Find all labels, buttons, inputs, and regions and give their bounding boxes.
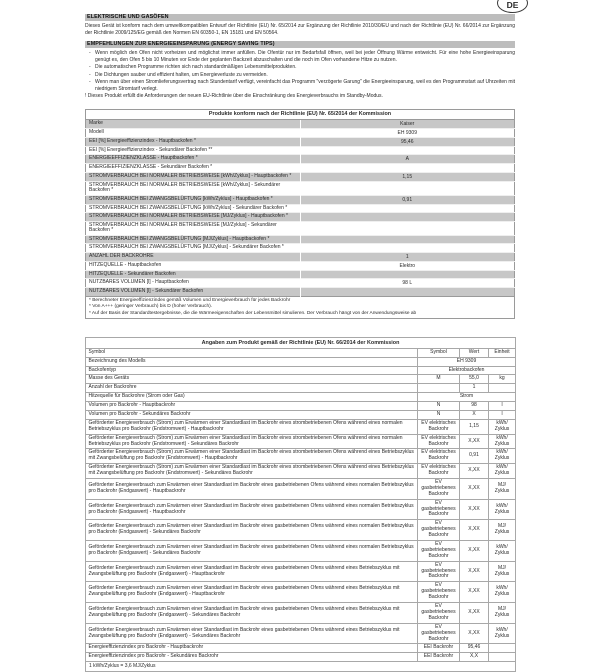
table2-row-symbol: M [418,375,460,384]
table1-row [86,181,515,195]
table1-row-label: Modell [89,128,104,135]
table1-row-value [300,181,515,195]
table2-row-span-value: Strom [418,393,516,402]
table1-footnotes-row [86,296,515,319]
table1-footnote: * Von A+++ (geringer Verbrauch) bis D (hoher Verbrauch). [89,304,213,310]
table2-row [86,623,516,644]
table2-row-value: X,XX [460,623,489,644]
table2-row-unit: kWh/ Zyklus [489,582,516,603]
table2-row-unit: MJ/ Zyklus [489,479,516,500]
table1-row-label: ENERGIEEFFIZIENZKLASSE - Hauptbackofen * [89,155,198,162]
table2-row-value: 1,15 [460,419,489,434]
table2-row-value: X,XX [460,520,489,541]
table1-row-label: STROMVERBRAUCH BEI NORMALER BETRIEBSWEISE [MJ/Zyklus] - Sekundärer Backofen * [89,221,277,234]
language-badge [497,0,528,13]
table2-row-description: Backofentyp [86,366,418,375]
table2-row [86,479,516,500]
table2-row-description: Bezeichnung des Modells [86,357,418,366]
table2-row-description: Anzahl der Backrohre [86,384,418,393]
table2-row-symbol [418,384,460,393]
table2-row [86,561,516,582]
table2-row-description: Geförderter Energieverbrauch zum Erwärmen einer Standardlast im Backrohr eines gasbetriebenen Ofens während eines normalen Betriebszyklus pro Backrohr (Endgaswert) - Hauptbackrohr [86,499,418,520]
table1-row [86,137,515,146]
table2-row-description: Energieeffizienzindex pro Backrohr - Hauptbackrohr [86,644,418,653]
table1-row-label: Marke [89,119,103,126]
table2-title: Angaben zum Produkt gemäß der Richtlinie (EU) Nr. 66/2014 der Kommission [86,338,516,348]
table2-row-unit [489,384,516,393]
table2-row-value: X,X [460,653,489,662]
table2-row-symbol: EV gasbetriebenes Backrohr [418,520,460,541]
table2-row-value: 95,46 [460,644,489,653]
table2-row-symbol: EV gasbetriebenes Backrohr [418,561,460,582]
table2-row-description: Geförderter Energieverbrauch zum Erwärmen einer Standardlast im Backrohr eines gasbetriebenen Ofens während eines normalen Betriebszyklus pro Backrohr (Endgaswert) - Sekundäres Backrohr [86,520,418,541]
table1-row [86,252,515,261]
column-header-unit: Einheit [489,348,516,357]
table1-row-value [300,204,515,213]
table2-row-description: Geförderter Energieverbrauch zum Erwärmen einer Standardlast im Backrohr eines gasbetriebenen Ofens während eines Betriebszyklus mit Zwangsbelüftung pro Backrohr (Endgaswert) - Hauptbackrohr [86,582,418,603]
table1-row-label: EEI [%] Energieeffizienzindex - Hauptbackofen * [89,137,196,144]
table1-row [86,270,515,279]
table1-row-label: STROMVERBRAUCH BEI ZWANGSBELÜFTUNG [kWh/Zyklus] - Sekundärer Backofen * [89,204,288,211]
table1-row-value: Elektro [300,261,515,270]
table1-row [86,172,515,181]
table2-row-symbol: EV gasbetriebenes Backrohr [418,603,460,624]
table1-row-label: NUTZBARES VOLUMEN [l] - Hauptbackofen [89,279,189,286]
table1-row-value [300,244,515,253]
table1-row-value [300,270,515,279]
table2-row [86,384,516,393]
table2-row [86,520,516,541]
table1-row-label: STROMVERBRAUCH BEI ZWANGSBELÜFTUNG [MJ/Zyklus] - Sekundärer Backofen * [89,244,284,251]
table2-row-unit: kWh/ Zyklus [489,499,516,520]
table2-row-value: X,XX [460,434,489,449]
table2-row-description: Geförderter Energieverbrauch (Strom) zum Erwärmen einer Standardlast im Backrohr eines strombetriebenen Ofens während eines normalen Betriebszyklus pro Backrohr (Endstromwert) - Hauptbackrohr [86,419,418,434]
table2-row-unit: MJ/ Zyklus [489,603,516,624]
table2-row-value: 55,0 [460,375,489,384]
table1-row [86,288,515,297]
table2-row-description: Volumen pro Backrohr - Hauptbackrohr [86,402,418,411]
table2-row-symbol: EEI Backrohr [418,653,460,662]
table1-row-label: ANZAHL DER BACKROHRE [89,252,154,259]
table1-row [86,235,515,244]
table2-row-unit: kWh/ Zyklus [489,623,516,644]
table2-row [86,419,516,434]
table1-row-label: STROMVERBRAUCH BEI ZWANGSBELÜFTUNG [MJ/Zyklus] - Hauptbackofen * [89,235,270,242]
table2-row-value: X,XX [460,464,489,479]
table2-row-description: Geförderter Energieverbrauch zum Erwärmen einer Standardlast im Backrohr eines gasbetriebenen Ofens während eines normalen Betriebszyklus pro Backrohr (Endgaswert) - Sekundäres Backrohr [86,541,418,562]
table1-row [86,146,515,155]
table2-row [86,541,516,562]
table-regulation-66-2014 [85,337,516,672]
table1-row [86,155,515,164]
table2-row-symbol: EV elektrisches Backrohr [418,434,460,449]
table2-row [86,644,516,653]
table2-row-span-value: EH 9309 [418,357,516,366]
table2-row [86,582,516,603]
table2-row-symbol: EV gasbetriebenes Backrohr [418,541,460,562]
column-header-symbol: Symbol [418,348,460,357]
table2-row-unit [489,653,516,662]
section-header-energy-saving-tips: EMPFEHLUNGEN ZUR ENERGIEEINSPARUNG (ENERGY SAVING TIPS) [85,41,515,48]
page-content [85,14,515,672]
table2-row [86,464,516,479]
table1-row-value: 1 [300,252,515,261]
standby-note: ! Dieses Produkt erfüllt die Anforderungen der neuen EU-Richtlinie über die Einschränkung des Energieverbrauchs im Standby-Modus. [85,93,383,100]
table1-row-label: EEI [%] Energieeffizienzindex - Sekundärer Backofen ** [89,146,213,153]
table1-row [86,213,515,222]
table2-row-value: X,XX [460,561,489,582]
table2-row-symbol: N [418,411,460,420]
table2-row-unit: kWh/ Zyklus [489,464,516,479]
table1-row-value: 1,15 [300,172,515,181]
table2-row-symbol: N [418,402,460,411]
table2-conversion-note: 1 kWh/Zyklus = 3,6 MJ/Zyklus [86,662,516,672]
table1-row-label: ENERGIEEFFIZIENZKLASSE - Sekundärer Backofen * [89,164,213,171]
energy-tip-item: - Wenn man über einen Stromlieferungsvertrag nach Stundentarif verfügt, vereinfacht das Programm "verzögerte Garung" die Energieeinsparung, weil es den Programmstart auf Uhrzeiten mit niedrigem Stromtarif verlegt. [95,79,515,92]
table1-row [86,164,515,173]
table1-row-value: A [300,155,515,164]
table2-row [86,411,516,420]
table1-title: Produkte konform nach der Richtlinie (EU) Nr. 65/2014 der Kommission [86,109,515,119]
table2-row [86,603,516,624]
table1-row-label: STROMVERBRAUCH BEI NORMALER BETRIEBSWEISE [kWh/Zyklus] - Hauptbackofen * [89,172,292,179]
table2-row [86,434,516,449]
table2-row-description: Geförderter Energieverbrauch zum Erwärmen einer Standardlast im Backrohr eines gasbetriebenen Ofens während eines Betriebszyklus mit Zwangsbelüftung pro Backrohr (Endgaswert) - Sekundäres Backrohr [86,603,418,624]
table1-row-value [300,164,515,173]
table2-row [86,499,516,520]
table2-row-value: X,XX [460,479,489,500]
table2-row-unit: kWh/ Zyklus [489,419,516,434]
table2-row-unit: kg [489,375,516,384]
table1-row-label: HITZEQUELLE - Hauptbackofen [89,261,162,268]
table2-row [86,449,516,464]
table1-row-value: 0,91 [300,195,515,204]
table1-footnotes [86,296,515,319]
table2-row-unit: l [489,402,516,411]
table2-row-symbol: EV elektrisches Backrohr [418,449,460,464]
table2-title-row [86,338,516,348]
table2-row-unit: MJ/ Zyklus [489,520,516,541]
table2-header-row [86,348,516,357]
conformity-paragraph: Dieses Gerät ist konform nach dem umweltkompatiblen Entwurf der Richtlinie (EU) Nr. 65/2014 zur Ergänzung der Richtlinie 2010/30/EU und nach der Richtlinie (EU) Nr. 66/2014 zur Ergänzung der Richtlinie 2009/125/EG gemäß den Normen EN 60350-1, EN 15181 und EN 50564. [85,23,515,36]
table1-row-value [300,213,515,222]
table1-row [86,279,515,288]
table2-row [86,402,516,411]
table1-title-row [86,109,515,119]
table2-row-value: 98 [460,402,489,411]
table2-row-description: Volumen pro Backrohr - Sekundäres Backrohr [86,411,418,420]
table1-row [86,261,515,270]
table2-row-description: Geförderter Energieverbrauch zum Erwärmen einer Standardlast im Backrohr eines gasbetriebenen Ofens während eines Betriebszyklus mit Zwangsbelüftung pro Backrohr (Endgaswert) - Sekundäres Backrohr [86,623,418,644]
table2-row-value: 1 [460,384,489,393]
energy-tips-list [85,50,515,92]
table2-row-value: X,XX [460,499,489,520]
table2-row [86,653,516,662]
table2-row [86,375,516,384]
table1-row-value [300,288,515,297]
table1-row [86,204,515,213]
table2-row-description: Hitzequelle für Backrohre (Strom oder Gas) [86,393,418,402]
table2-row-value: X,XX [460,541,489,562]
table1-row-value: EH 9309 [300,128,515,137]
table2-row-unit: l [489,411,516,420]
table2-row [86,357,516,366]
table2-row-value: 0,91 [460,449,489,464]
table2-row-unit: MJ/ Zyklus [489,561,516,582]
table1-row-value: Kaiser [300,119,515,128]
energy-tip-item: - Wenn möglich den Ofen nicht vorheizen und möglichst immer anfüllen. Die Ofentür nur im Bedarfsfall öffnen, weil bei jeder Öffnung Wärme entweicht. Für eine hohe Energieeinsparung genügt es, den Ofen 5 bis 10 Minuten vor Ende der geplanten Backzeit abzuschalten und die noch im Ofen vorhandene Hitze zu nutzen. [95,50,515,63]
table2-row-span-value: Elektrobackofen [418,366,516,375]
table2-row [86,393,516,402]
table1-footnote: * Berechneter Energieeffizienzindex gemäß Volumen und Energieverbrauch für jedes Backrohr [89,298,291,304]
table1-row [86,119,515,128]
table1-row-value [300,221,515,235]
table2-footer-row [86,662,516,672]
table2-row-symbol: EV gasbetriebenes Backrohr [418,499,460,520]
table2-row-description: Energieeffizienzindex pro Backrohr - Sekundäres Backrohr [86,653,418,662]
table1-row [86,244,515,253]
table2-row-description: Geförderter Energieverbrauch (Strom) zum Erwärmen einer Standardlast im Backrohr eines strombetriebenen Ofens während eines normalen Betriebszyklus pro Backrohr (Endstromwert) - Sekundäres Backrohr [86,434,418,449]
column-header-value: Wert [460,348,489,357]
table2-row-symbol: EV gasbetriebenes Backrohr [418,479,460,500]
table2-row-symbol: EV elektrisches Backrohr [418,464,460,479]
table1-row [86,221,515,235]
section-header-electric-gas-ovens: ELEKTRISCHE UND GASÖFEN [85,14,515,21]
table2-row-value: X,XX [460,603,489,624]
table2-row-value: X,XX [460,582,489,603]
energy-tip-item: - Die Dichtungen sauber und effizient halten, um Energieverluste zu vermeiden. [95,72,515,79]
table1-row-label: STROMVERBRAUCH BEI NORMALER BETRIEBSWEISE [MJ/Zyklus] - Hauptbackofen * [89,213,288,220]
table1-row-value: 95,46 [300,137,515,146]
table2-row-description: Masse des Geräts [86,375,418,384]
table1-row-value [300,235,515,244]
table2-row-unit: kWh/ Zyklus [489,434,516,449]
language-badge-label: DE [506,0,519,10]
table2-row-description: Geförderter Energieverbrauch zum Erwärmen einer Standardlast im Backrohr eines gasbetriebenen Ofens während eines Betriebszyklus mit Zwangsbelüftung pro Backrohr (Endgaswert) - Hauptbackrohr [86,561,418,582]
table2-row-unit [489,644,516,653]
column-header-description: Symbol [86,348,418,357]
table1-row-label: HITZEQUELLE - Sekundärer Backofen [89,270,176,277]
table1-row [86,128,515,137]
table1-row-value: 98 L [300,279,515,288]
table1-row-label: STROMVERBRAUCH BEI ZWANGSBELÜFTUNG [kWh/Zyklus] - Hauptbackofen * [89,195,273,202]
table2-row [86,366,516,375]
energy-tip-item: - Die automatischen Programme richten sich nach standardmäßigen Lebensmittelprodukten. [95,64,515,71]
table2-row-symbol: EV gasbetriebenes Backrohr [418,623,460,644]
table2-row-unit: kWh/ Zyklus [489,541,516,562]
table2-row-description: Geförderter Energieverbrauch (Strom) zum Erwärmen einer Standardlast im Backrohr eines strombetriebenen Ofens während eines Betriebszyklus mit Zwangsbelüftung pro Backrohr (Endstromwert) - Hauptbackrohr [86,449,418,464]
table2-row-symbol: EV gasbetriebenes Backrohr [418,582,460,603]
table1-row [86,195,515,204]
table1-row-value [300,146,515,155]
table1-footnote: * Auf der Basis der Standardtestergebnisse, die die Wärmeeigenschaften der Lebensmittel simulieren. Der Verbrauch hängt von der Anwendungsweise ab [89,310,417,316]
table2-row-unit: kWh/ Zyklus [489,449,516,464]
table1-row-label: STROMVERBRAUCH BEI NORMALER BETRIEBSWEISE [kWh/Zyklus] - Sekundärer Backofen * [89,181,281,194]
table2-row-value: X [460,411,489,420]
table-regulation-65-2014 [85,109,515,320]
table2-row-symbol: EEI Backrohr [418,644,460,653]
table2-row-description: Geförderter Energieverbrauch (Strom) zum Erwärmen einer Standardlast im Backrohr eines strombetriebenen Ofens während eines Betriebszyklus mit Zwangsbelüftung pro Backrohr (Endstromwert) - Sekundäres Backrohr [86,464,418,479]
table2-row-description: Geförderter Energieverbrauch zum Erwärmen einer Standardlast im Backrohr eines gasbetriebenen Ofens während eines normalen Betriebszyklus pro Backrohr (Endgaswert) - Hauptbackrohr [86,479,418,500]
table1-row-label: NUTZBARES VOLUMEN [l] - Sekundärer Backofen [89,288,204,295]
table2-row-symbol: EV elektrisches Backrohr [418,419,460,434]
